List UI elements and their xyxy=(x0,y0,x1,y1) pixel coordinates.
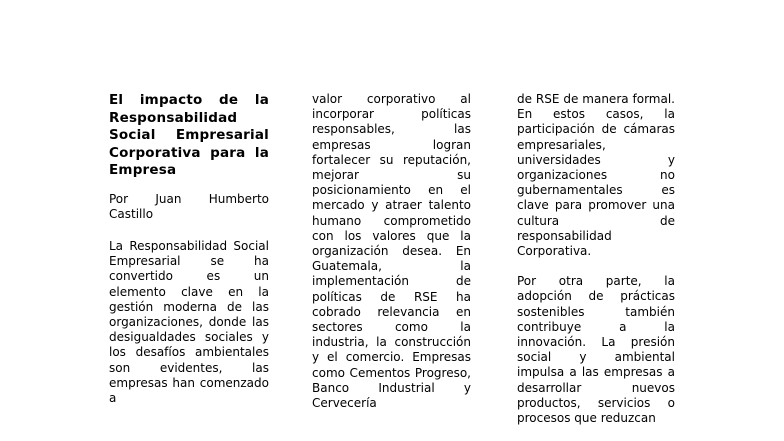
column-1 xyxy=(109,92,269,406)
article-byline: Por Juan Humberto Castillo xyxy=(109,191,269,221)
paragraph: valor corporativo al incorporar políticas responsables, las empresas logran fortalecer su reputación, mejorar su posicionamiento en el mercado y atraer talento humano comprometido con los valores que la organización desea. En Guatemala, la implementación de políticas de RSE ha cobrado relevancia en sectores como la industria, la construcción y el comercio. Empresas como Cementos Progreso, Banco Industrial y Cervecería xyxy=(312,92,471,411)
paragraph: de RSE de manera formal. En estos casos, la participación de cámaras empresariales, universidades y organizaciones no gubernamentales es clave para promover una cultura de responsabilidad Corporativa. xyxy=(517,92,675,259)
column-3 xyxy=(517,92,675,426)
column-2 xyxy=(312,92,471,411)
paragraph: La Responsabilidad Social Empresarial se ha convertido es un elemento clave en la gestión moderna de las organizaciones, donde las desigualdades sociales y los desafíos ambientales son evidentes, las empresas han comenzado a xyxy=(109,238,269,405)
paragraph: Por otra parte, la adopción de prácticas sostenibles también contribuye a la innovación. La presión social y ambiental impulsa a las empresas a desarrollar nuevos productos, servicios o procesos que reduzcan xyxy=(517,274,675,426)
article-title: El impacto de la Responsabilidad Social Empresarial Corporativa para la Empresa xyxy=(109,92,269,178)
